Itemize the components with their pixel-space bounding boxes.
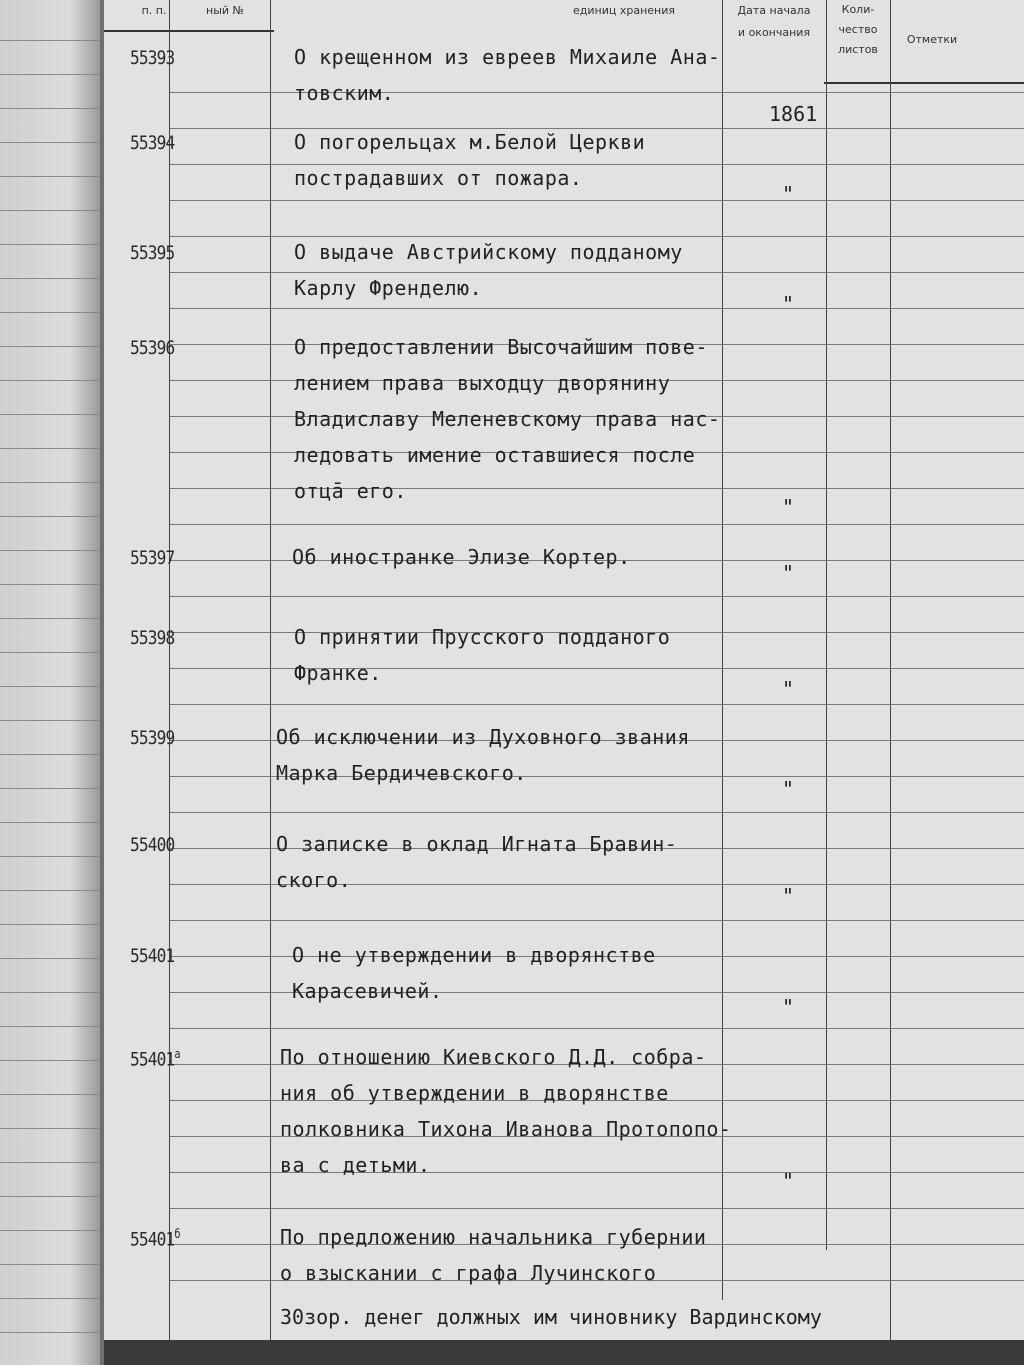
left-page-rule <box>0 856 100 857</box>
header-notes-label: Отметки <box>906 33 958 46</box>
entry-description-line: ледовать имение оставшиеся после <box>294 443 696 467</box>
entry-date: " <box>782 995 795 1019</box>
header-arch-label: ный № <box>206 4 244 17</box>
left-page-rule <box>0 720 100 721</box>
entry-description-line: О погорельцах м.Белой Церкви <box>294 130 646 154</box>
row-rule <box>170 524 1024 525</box>
entry-description-line: О выдаче Австрийскому подданому <box>294 240 683 264</box>
entry-date: " <box>782 777 795 801</box>
row-rule <box>170 596 1024 597</box>
row-rule <box>170 920 1024 921</box>
entry-description-line: По предложению начальника губернии <box>280 1225 707 1249</box>
left-page-rule <box>0 516 100 517</box>
entry-number-text: 55397 <box>130 547 175 569</box>
entry-date: " <box>782 884 795 908</box>
left-page-rule <box>0 1298 100 1299</box>
left-page-rule <box>0 448 100 449</box>
header-count-line3: листов <box>838 43 878 56</box>
row-rule <box>170 704 1024 705</box>
header-count-line2: чество <box>838 23 878 36</box>
entry-number-text: 55401 <box>130 1048 175 1071</box>
left-page-rule <box>0 1094 100 1095</box>
left-page-rule <box>0 1230 100 1231</box>
entry-description-line: товским. <box>294 81 395 105</box>
left-page-rule <box>0 1332 100 1333</box>
row-rule <box>170 236 1024 237</box>
left-page-rule <box>0 652 100 653</box>
entry-description-line: Об исключении из Духовного звания <box>276 725 690 749</box>
entry-number <box>130 727 174 749</box>
entry-number <box>130 547 174 569</box>
left-page-rule <box>0 1060 100 1061</box>
entry-description-line: Владиславу Меленевскому права нас- <box>294 407 721 431</box>
column-line-5 <box>890 0 891 1340</box>
row-rule <box>170 200 1024 201</box>
entry-number-text: 55395 <box>130 242 175 264</box>
entry-description-line: отцā его. <box>294 479 407 503</box>
header-col-notes <box>892 0 972 70</box>
column-line-2 <box>270 0 271 1340</box>
entry-number-suffix: б <box>174 1227 180 1241</box>
entry-description-line: О записке в оклад Игната Бравин- <box>276 832 678 856</box>
entry-description-line: ского. <box>276 868 352 892</box>
entry-number <box>130 337 174 359</box>
entry-number <box>130 834 174 856</box>
entry-date: " <box>782 182 795 206</box>
left-page-rule <box>0 1128 100 1129</box>
entry-description-line: Карасевичей. <box>292 979 443 1003</box>
footer-line <box>280 1305 822 1329</box>
left-page-rule <box>0 278 100 279</box>
left-page-rule <box>0 244 100 245</box>
left-page-rule <box>0 992 100 993</box>
entry-number <box>130 945 174 967</box>
header-date-line1: Дата начала <box>737 4 811 17</box>
left-page-rule <box>0 550 100 551</box>
header-count-line1: Коли- <box>841 3 875 16</box>
entry-description-line: лением права выходцу дворянину <box>294 371 671 395</box>
entry-number <box>130 1227 180 1250</box>
header-col-arch <box>180 0 270 70</box>
entry-number-suffix: а <box>174 1047 180 1061</box>
header-col-date <box>722 0 826 70</box>
left-page-rule <box>0 1026 100 1027</box>
row-rule <box>170 1208 1024 1209</box>
left-page-rule <box>0 210 100 211</box>
entry-description-line: ния об утверждении в дворянстве <box>280 1081 669 1105</box>
left-page-rule <box>0 1196 100 1197</box>
row-rule <box>170 308 1024 309</box>
row-rule <box>170 812 1024 813</box>
entry-description-line: ва с детьми. <box>280 1153 431 1177</box>
entry-number-text: 55394 <box>130 132 175 154</box>
entry-date: " <box>782 677 795 701</box>
left-page-rule <box>0 482 100 483</box>
entry-number <box>130 242 174 264</box>
entry-description-line: По отношению Киевского Д.Д. собра- <box>280 1045 707 1069</box>
header-num-label: п. п. <box>141 4 167 17</box>
left-page-rule <box>0 380 100 381</box>
column-line-3 <box>722 0 723 1300</box>
entry-description-line: Франке. <box>294 661 382 685</box>
entry-description-line: О предоставлении Высочайшим пове- <box>294 335 708 359</box>
entry-date: 1861 <box>769 102 818 126</box>
row-rule <box>170 1028 1024 1029</box>
left-page-rule <box>0 618 100 619</box>
footer-text: зор. денег должных им чиновнику Вардинскому <box>304 1305 822 1329</box>
header-rule-right <box>824 82 1024 84</box>
row-rule <box>170 164 1024 165</box>
entry-date: " <box>782 495 795 519</box>
left-page-rule <box>0 686 100 687</box>
left-page-rule <box>0 74 100 75</box>
header-date-line2: и окончания <box>737 26 811 39</box>
entry-number-text: 55396 <box>130 337 175 359</box>
entry-description-line: Карлу Френделю. <box>294 276 483 300</box>
entry-number-text: 55399 <box>130 727 175 749</box>
left-page-rule <box>0 1264 100 1265</box>
entry-description-line: О принятии Прусского подданого <box>294 625 671 649</box>
left-page-rule <box>0 890 100 891</box>
entry-description-line: Об иностранке Элизе Кортер. <box>292 545 631 569</box>
column-line-1 <box>169 0 170 1340</box>
header-rule-left <box>104 30 274 32</box>
page-bottom-edge <box>104 1340 1024 1365</box>
page-number: 30 <box>280 1305 305 1329</box>
column-line-4 <box>826 0 827 1250</box>
entry-number-text: 55393 <box>130 47 175 69</box>
left-page-rule <box>0 924 100 925</box>
entry-number-text: 55398 <box>130 627 175 649</box>
header-title-label: единиц хранения <box>573 4 675 17</box>
entry-description-line: полковника Тихона Иванова Протопопо- <box>280 1117 732 1141</box>
row-rule <box>170 272 1024 273</box>
left-page-rule <box>0 584 100 585</box>
left-page-rule <box>0 414 100 415</box>
header-col-count <box>826 0 890 70</box>
entry-number-text: 55401 <box>130 945 175 967</box>
entry-date: " <box>782 1169 795 1193</box>
left-page-rule <box>0 40 100 41</box>
entry-number <box>130 1047 180 1070</box>
entry-number-text: 55401 <box>130 1228 175 1251</box>
left-page-rule <box>0 142 100 143</box>
entry-description-line: Марка Бердичевского. <box>276 761 527 785</box>
left-page-rule <box>0 176 100 177</box>
entry-number <box>130 132 174 154</box>
register-page <box>104 0 1024 1340</box>
row-rule <box>170 128 1024 129</box>
entry-date: " <box>782 561 795 585</box>
entry-date: " <box>782 292 795 316</box>
entry-description-line: О крещенном из евреев Михаиле Ана- <box>294 45 721 69</box>
left-page-rule <box>0 958 100 959</box>
left-page-rule <box>0 788 100 789</box>
left-page-rule <box>0 312 100 313</box>
left-page-rule <box>0 754 100 755</box>
left-page-rule <box>0 108 100 109</box>
left-page-rule <box>0 822 100 823</box>
entry-description-line: О не утверждении в дворянстве <box>292 943 656 967</box>
left-page-edge <box>0 0 100 1365</box>
entry-number <box>130 627 174 649</box>
entry-description-line: о взыскании с графа Лучинского <box>280 1261 657 1285</box>
entry-description-line: пострадавших от пожара. <box>294 166 583 190</box>
entry-number <box>130 47 174 69</box>
entry-number-text: 55400 <box>130 834 175 856</box>
left-page-rule <box>0 346 100 347</box>
left-page-rule <box>0 1162 100 1163</box>
